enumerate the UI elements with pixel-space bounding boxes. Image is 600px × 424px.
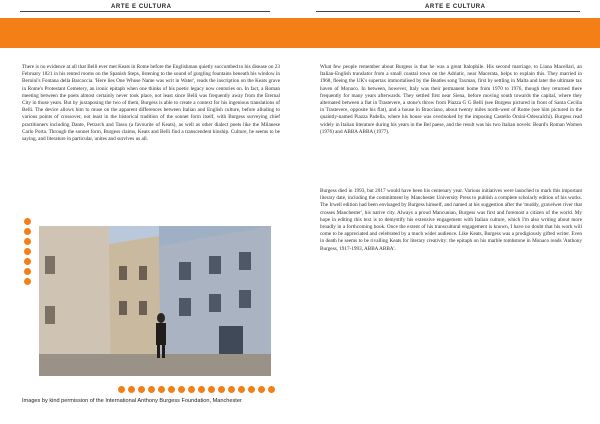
decorative-dots-vertical <box>24 218 32 288</box>
orange-header-band <box>0 18 600 48</box>
photo-caption: Images by kind permission of the International Anthony Burgess Foundation, Manchester <box>22 398 242 404</box>
article-text-right-2: Burgess died in 1993, but 2017 would have been his centenary year. Various initiatives were launched to mark this important literary date, including the commitment by Manchester University Press to publish a complete scholarly edition of his works. The Irwell edition had been envisaged by Burgess himself, and named at his suggestion after the 'muddy, gravelwet river that crosses Manchester', his native city. Always a proud Mancunian, Burgess was first and foremost a citizen of the world. My hope in editing this text is to demystify his extensive engagement with Italian culture, which I'm also writing about more broadly in a forthcoming book. Once the extent of his transcultural engagement is known, I have no doubt that his work will come to be appreciated and celebrated by a much wider audience. Like Keats, Burgess was a prodigiously gifted writer. Even in death he seems to be rivalling Keats for literary creativity: the epitaph on his marble tombstone in Monaco reads 'Anthony Burgess, 1917-1993, ABBA ABBA'. <box>320 188 582 252</box>
decorative-dots-horizontal <box>118 386 278 394</box>
header-rule-right <box>316 11 580 12</box>
page-header <box>0 0 600 18</box>
photo-burgess-piazza <box>39 226 271 376</box>
article-text-left: There is no evidence at all that Belli ever met Keats in Rome before the Englishman quietly succumbed to his disease on 23 February 1821 in his rented rooms on the Spanish Steps, listening to the sound of gurgling fountains beneath his window in Bernini's Fontana della Barcaccia. 'Here lies One Whose Name was writ in Water', reads the inscription on the Keats grave in Rome's Protestant Cemetery, an ironic epitaph when one thinks of his poetic legacy now centuries on. In fact, a Roman meeting between the poets almost certainly never took place, not least since Belli was frequently away from the Eternal City in those years. But by juxtaposing the two of them, Burgess is able to create a context for his ingenious translations of Belli. The device allows him to muse on the apparent differences between Italian and English culture, before alluding to various points of crossover, not least in the historical tradition of the sonnet form itself, with Burgess surveying chief practitioners including Dante, Petrarch and Tasso (a favourite of Keats), as well as other dialect poets like the Milanese Carlo Porta. Through the sonnet form, Burgess claims, Keats and Belli find a transcendent kinship. Culture, he seems to be saying, and literature in particular, unites and survives us all. <box>22 64 280 143</box>
section-label-left: ARTE E CULTURA <box>108 4 175 10</box>
section-label-right: ARTE E CULTURA <box>422 4 489 10</box>
header-rule-left <box>20 11 270 12</box>
article-text-right-1: What few people remember about Burgess is that he was a great Italophile. His second marriage, to Liana Macellari, an Italian-English translator from a small coastal town on the Adriatic, near Macerata, helps to explain this. They married in 1968, fleeing the UK's supertax immortalised by the Beatles song Taxman, first by settling in Malta and later the ultimate tax haven of Monaco. In between, however, Italy was their permanent home from 1970 to 1976, though they returned there frequently for many years afterwards. They settled first near Siena, before moving south towards the capital, where they alternated between a flat in Trastevere, a stone's throw from Piazza G G Belli (see Burgess pictured in front of Santa Cecilia in Trastevere, opposite his flat), and a house in Bracciano, about twenty miles north-west of Rome (see him pictured in the quaintly-named Piazza Padella, where his house was overlooked by the imposing Castello Orsini-Odescalchi). Burgess read widely in Italian literature during his years in the Bel paese, and the result was his two Italian novels: Beard's Roman Women (1976) and ABBA ABBA (1977). <box>320 64 582 135</box>
